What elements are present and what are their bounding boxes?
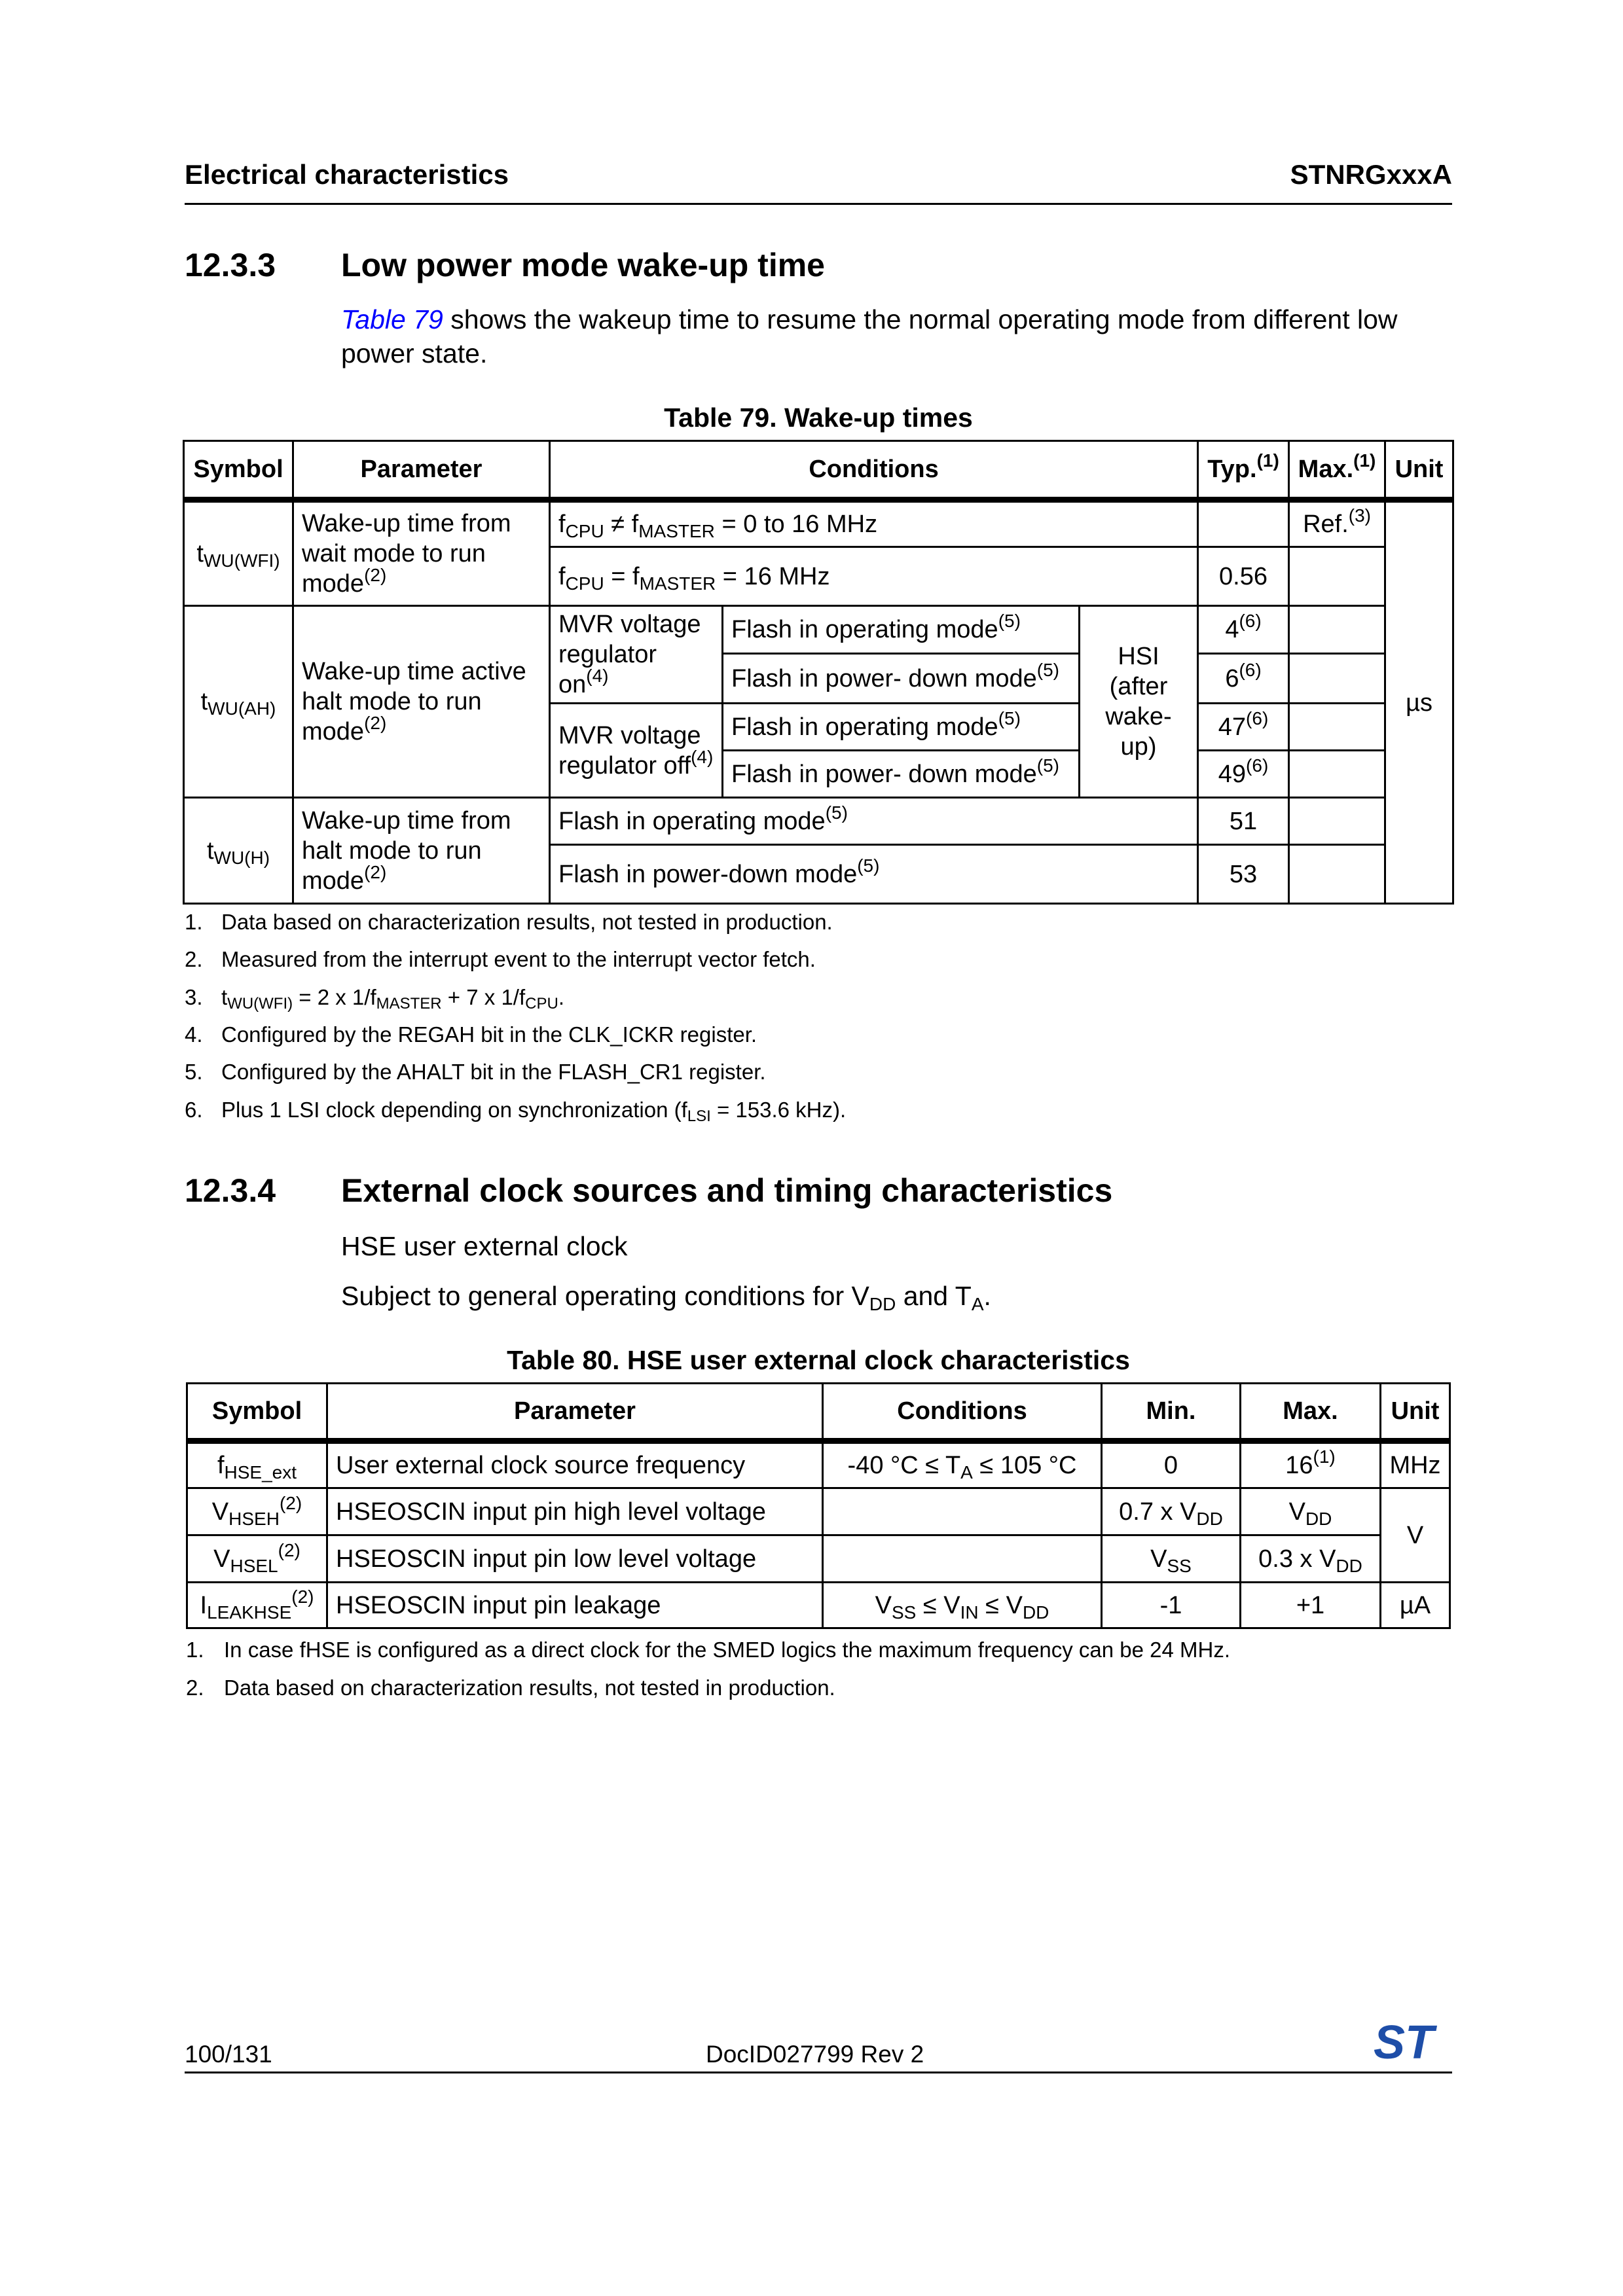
symbol-cell: $t_{WU(H)}$ — [184, 798, 293, 904]
max-cell: 16$^{(1)}$ — [1241, 1441, 1381, 1488]
condition-cell: $V_{SS} \le V_{IN} \le V_{DD}$ — [823, 1583, 1102, 1628]
typ-cell: 6$^{(6)}$ — [1198, 654, 1289, 704]
typ-cell: 53 — [1198, 845, 1289, 904]
parameter-cell: Wake-up time from halt mode to run mode$^{(2)}$ — [293, 798, 550, 904]
symbol-cell: $t_{WU(WFI)}$ — [184, 500, 293, 606]
table-row — [184, 798, 1453, 845]
footnote-number: 4. — [185, 1022, 203, 1047]
st-logo-icon — [1363, 2019, 1444, 2064]
unit-cell: MHz — [1381, 1441, 1450, 1488]
condition-cell: $f_{CPU} = f_{MASTER} = 16$ MHz — [550, 547, 1198, 606]
header-typ: Typ.$^{(1)}$ — [1198, 441, 1289, 500]
min-cell: $V_{SS}$ — [1102, 1535, 1241, 1583]
parameter-cell: User external clock source frequency — [327, 1441, 823, 1488]
footnote-text: Data based on characterization results, not tested in production. — [221, 910, 833, 934]
section-number: 12.3.3 — [185, 247, 276, 283]
symbol-cell: $f_{HSE\_ext}$ — [187, 1441, 327, 1488]
max-cell — [1289, 606, 1385, 654]
table-80-footnotes — [186, 1638, 1430, 1716]
max-cell — [1289, 845, 1385, 904]
unit-cell: µs — [1385, 500, 1453, 904]
max-cell — [1289, 547, 1385, 606]
footnote-number: 5. — [185, 1060, 203, 1084]
header-conditions: Conditions — [823, 1384, 1102, 1441]
typ-cell: 0.56 — [1198, 547, 1289, 606]
max-cell — [1289, 704, 1385, 751]
typ-cell — [1198, 500, 1289, 547]
table-row — [187, 1583, 1450, 1628]
footnote-number: 2. — [185, 947, 203, 971]
parameter-cell: HSEOSCIN input pin high level voltage — [327, 1488, 823, 1535]
condition-cell: $f_{CPU} \ne f_{MASTER} = 0$ to 16 MHz — [550, 500, 1198, 547]
table-row — [184, 500, 1453, 547]
table-79-link[interactable]: Table 79 — [341, 304, 443, 334]
condition-cell: Flash in operating mode$^{(5)}$ — [723, 704, 1080, 751]
symbol-cell: $V_{HSEL}^{(2)}$ — [187, 1535, 327, 1583]
page-number: 100/131 — [185, 2041, 272, 2068]
table-row — [184, 606, 1453, 654]
symbol-cell: $I_{LEAKHSE}^{(2)}$ — [187, 1583, 327, 1628]
regulator-cell: MVR voltage regulator $on^{(4)}$ — [550, 606, 723, 704]
table-79-footnotes — [185, 910, 1429, 1126]
header-parameter: Parameter — [327, 1384, 823, 1441]
unit-cell: V — [1381, 1488, 1450, 1583]
header-conditions: Conditions — [550, 441, 1198, 500]
max-cell: 0.3 x $V_{DD}$ — [1241, 1535, 1381, 1583]
footnote-text: Configured by the AHALT bit in the FLASH_CR1 register. — [221, 1060, 766, 1084]
typ-cell: 51 — [1198, 798, 1289, 845]
clock-cell: HSI (after wake-up) — [1080, 606, 1198, 798]
footer-rule — [185, 2072, 1452, 2073]
footnote-number: 3. — [185, 985, 203, 1009]
max-cell — [1289, 654, 1385, 704]
footnote-number: 1. — [185, 910, 203, 934]
footnote-text: Data based on characterization results, not tested in production. — [224, 1676, 835, 1700]
header-max: Max.$^{(1)}$ — [1289, 441, 1385, 500]
typ-cell: 4$^{(6)}$ — [1198, 606, 1289, 654]
condition-cell: Flash in power- down mode$^{(5)}$ — [723, 654, 1080, 704]
footnote-text: Measured from the interrupt event to the interrupt vector fetch. — [221, 947, 816, 971]
max-cell — [1289, 798, 1385, 845]
typ-cell: 47$^{(6)}$ — [1198, 704, 1289, 751]
table-80-caption: Table 80. HSE user external clock characteristics — [507, 1345, 1130, 1375]
section-title: Low power mode wake-up time — [341, 247, 825, 283]
footnote-text: In case fHSE is configured as a direct clock for the SMED logics the maximum frequency can be 24 MHz. — [224, 1638, 1230, 1662]
unit-cell: µA — [1381, 1583, 1450, 1628]
header-symbol: Symbol — [184, 441, 293, 500]
max-cell — [1289, 751, 1385, 798]
header-rule — [185, 203, 1452, 205]
regulator-cell: MVR voltage regulator off$^{(4)}$ — [550, 704, 723, 798]
svg-text:ST: ST — [1373, 2019, 1434, 2064]
condition-cell: Flash in power-down mode$^{(5)}$ — [550, 845, 1198, 904]
header-unit: Unit — [1385, 441, 1453, 500]
section-title-2: External clock sources and timing characteristics — [341, 1172, 1113, 1209]
conditions-text: Subject to general operating conditions for $V_{DD}$ and $T_A$. — [341, 1281, 991, 1314]
header-product-name: STNRGxxxA — [1290, 159, 1452, 190]
header-section-title: Electrical characteristics — [185, 159, 509, 190]
intro-text: shows the wakeup time to resume the normal operating mode from different low — [443, 304, 1398, 334]
max-cell: +1 — [1241, 1583, 1381, 1628]
table-row — [187, 1441, 1450, 1488]
section-number-2: 12.3.4 — [185, 1172, 276, 1209]
table-row — [187, 1488, 1450, 1535]
parameter-cell: Wake-up time from wait mode to run mode$^{(2)}$ — [293, 500, 550, 606]
table-row — [187, 1535, 1450, 1583]
document-id: DocID027799 Rev 2 — [706, 2041, 924, 2068]
header-max: Max. — [1241, 1384, 1381, 1441]
condition-cell: Flash in operating mode$^{(5)}$ — [723, 606, 1080, 654]
header-min: Min. — [1102, 1384, 1241, 1441]
min-cell: 0 — [1102, 1441, 1241, 1488]
condition-cell: -40 $^\circ C \le T_A \le 105$ °C — [823, 1441, 1102, 1488]
condition-cell: Flash in operating mode$^{(5)}$ — [550, 798, 1198, 845]
symbol-cell: $V_{HSEH}^{(2)}$ — [187, 1488, 327, 1535]
max-cell: $V_{DD}$ — [1241, 1488, 1381, 1535]
parameter-cell: Wake-up time active halt mode to run mode$^{(2)}$ — [293, 606, 550, 798]
hse-clock-table — [186, 1382, 1451, 1629]
condition-cell — [823, 1488, 1102, 1535]
max-cell: Ref.$^{(3)}$ — [1289, 500, 1385, 547]
header-parameter: Parameter — [293, 441, 550, 500]
footnote-text: $t_{WU(WFI)} = 2$ x $1/f_{MASTER} + 7$ x $1/f_{CPU}$. — [221, 985, 564, 1013]
footnote-text: Configured by the REGAH bit in the CLK_ICKR register. — [221, 1022, 757, 1047]
min-cell: -1 — [1102, 1583, 1241, 1628]
footnote-number: 2. — [186, 1676, 204, 1700]
header-symbol: Symbol — [187, 1384, 327, 1441]
parameter-cell: HSEOSCIN input pin low level voltage — [327, 1535, 823, 1583]
wake-up-times-table — [183, 440, 1454, 905]
intro-text-2: power state. — [341, 338, 488, 368]
intro-paragraph — [341, 302, 1454, 370]
min-cell: 0.7 x $V_{DD}$ — [1102, 1488, 1241, 1535]
footnote-text: Plus 1 LSI clock depending on synchronization ($f_{LSI} = 153.6$ kHz). — [221, 1098, 847, 1125]
table-79-caption: Table 79. Wake-up times — [664, 403, 973, 433]
condition-cell — [823, 1535, 1102, 1583]
symbol-cell: $t_{WU(AH)}$ — [184, 606, 293, 798]
footnote-number: 6. — [185, 1098, 203, 1122]
condition-cell: Flash in power- down mode$^{(5)}$ — [723, 751, 1080, 798]
subsection-label: HSE user external clock — [341, 1231, 628, 1261]
parameter-cell: HSEOSCIN input pin leakage — [327, 1583, 823, 1628]
header-unit: Unit — [1381, 1384, 1450, 1441]
typ-cell: 49$^{(6)}$ — [1198, 751, 1289, 798]
footnote-number: 1. — [186, 1638, 204, 1662]
